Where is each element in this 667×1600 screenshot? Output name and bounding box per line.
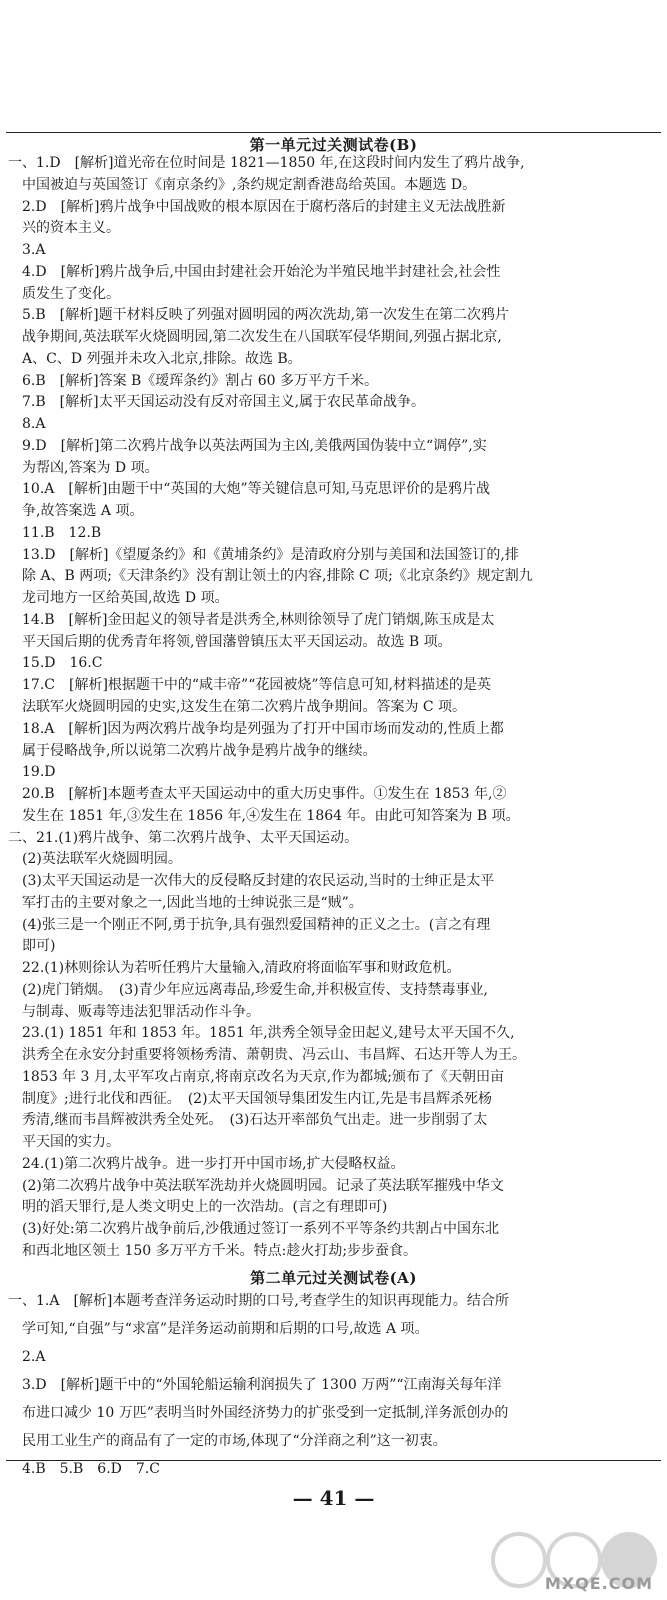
top-rule	[6, 132, 661, 133]
text-line: 11.B 12.B	[22, 525, 102, 541]
text-line: 7.B [解析]太平天国运动没有反对帝国主义,属于农民革命战争。	[22, 394, 426, 410]
text-line: 14.B [解析]金田起义的领导者是洪秀全,林则徐领导了虎门销烟,陈玉成是太	[22, 612, 495, 628]
text-line: 与制毒、贩毒等违法犯罪活动作斗争。	[22, 1004, 260, 1020]
text-line: 为帮凶,答案为 D 项。	[22, 460, 159, 476]
text-line: 8.A	[22, 416, 46, 432]
text-line: 5.B [解析]题干材料反映了列强对圆明园的两次洗劫,第一次发生在第二次鸦片	[22, 307, 510, 323]
text-line: 明的滔天罪行,是人类文明史上的一次浩劫。(言之有理即可)	[22, 1199, 388, 1215]
text-line: 13.D [解析]《望厦条约》和《黄埔条约》是清政府分别与美国和法国签订的,排	[22, 547, 519, 563]
bottom-rule	[6, 1460, 661, 1461]
text-line: 平天国的实力。	[22, 1134, 120, 1150]
text-line: (2)第二次鸦片战争中英法联军洗劫并火烧圆明园。记录了英法联军摧残中华文	[22, 1178, 504, 1194]
text-line: 战争期间,英法联军火烧圆明园,第二次发生在八国联军侵华期间,列强占据北京,	[22, 329, 502, 345]
text-line: 17.C [解析]根据题干中的“咸丰帝”“花园被烧”等信息可知,材料描述的是英	[22, 677, 491, 693]
text-line: 10.A [解析]由题干中“英国的大炮”等关键信息可知,马克思评价的是鸦片战	[22, 481, 491, 497]
text-line: 法联军火烧圆明园的史实,这发生在第二次鸦片战争期间。答案为 C 项。	[22, 699, 467, 715]
text-line: 24.(1)第二次鸦片战争。进一步打开中国市场,扩大侵略权益。	[22, 1156, 405, 1172]
text-line: 和西北地区领土 150 多万平方千米。特点:趁火打劫;步步蚕食。	[22, 1243, 418, 1259]
text-line: 学可知,“自强”与“求富”是洋务运动前期和后期的口号,故选 A 项。	[22, 1321, 429, 1337]
text-line: (4)张三是一个刚正不阿,勇于抗争,具有强烈爱国精神的正义之士。(言之有理	[22, 917, 491, 933]
watermark-text: MXQE.COM	[544, 1574, 653, 1593]
text-line: (3)好处:第二次鸦片战争前后,沙俄通过签订一系列不平等条约共割占中国东北	[22, 1221, 499, 1237]
text-line: 3.D [解析]题干中的“外国轮船运输利润损失了 1300 万两”“江南海关每年洋	[22, 1377, 502, 1393]
section-title-unit2-a: 第二单元过关测试卷(A)	[250, 1269, 417, 1287]
text-line: (3)太平天国运动是一次伟大的反侵略反封建的农民运动,当时的士绅正是太平	[22, 873, 495, 889]
text-line: 兴的资本主义。	[22, 220, 120, 236]
text-line: 6.B [解析]答案 B《瑷珲条约》割占 60 多万平方千米。	[22, 373, 379, 389]
text-line: 2.D [解析]鸦片战争中国战败的根本原因在于腐朽落后的封建主义无法战胜新	[22, 199, 506, 215]
text-line: 15.D 16.C	[22, 655, 103, 671]
text-line: 中国被迫与英国签订《南京条约》,条约规定割香港岛给英国。本题选 D。	[22, 177, 477, 193]
text-line: (2)英法联军火烧圆明园。	[22, 851, 182, 867]
section-title-unit1-b: 第一单元过关测试卷(B)	[249, 136, 418, 154]
text-line: 制度》;进行北伐和西征。 (2)太平天国领导集团发生内讧,先是韦昌辉杀死杨	[22, 1091, 492, 1107]
text-line: 20.B [解析]本题考查太平天国运动中的重大历史事件。①发生在 1853 年,②	[22, 786, 507, 802]
text-line: 民用工业生产的商品有了一定的市场,体现了“分洋商之利”这一初衷。	[22, 1433, 447, 1449]
text-line: 4.B 5.B 6.D 7.C	[22, 1461, 160, 1477]
text-line: 军打击的主要对象之一,因此当地的士绅说张三是“贼”。	[22, 895, 363, 911]
text-line: 发生在 1851 年,③发生在 1856 年,④发生在 1864 年。由此可知答案为 B 项。	[22, 808, 520, 824]
text-line: 3.A	[22, 242, 46, 258]
text-line: 质发生了变化。	[22, 286, 120, 302]
text-line: 1853 年 3 月,太平军攻占南京,将南京改名为天京,作为都城;颁布了《天朝田亩	[22, 1069, 504, 1085]
text-line: 23.(1) 1851 年和 1853 年。1851 年,洪秀全领导金田起义,建号太平天国不久,	[22, 1025, 515, 1041]
text-line: 属于侵略战争,所以说第二次鸦片战争是鸦片战争的继续。	[22, 743, 377, 759]
text-line: 2.A	[22, 1349, 46, 1365]
text-line: 18.A [解析]因为两次鸦片战争均是列强为了打开中国市场而发动的,性质上都	[22, 721, 504, 737]
text-line: 一、1.D [解析]道光帝在位时间是 1821—1850 年,在这段时间内发生了鸦片战争,	[8, 155, 525, 171]
text-line: 布进口减少 10 万匹”表明当时外国经济势力的扩张受到一定抵制,洋务派创办的	[22, 1405, 509, 1421]
text-line: 即可)	[22, 938, 56, 954]
text-line: 一、1.A [解析]本题考查洋务运动时期的口号,考查学生的知识再现能力。结合所	[8, 1293, 509, 1309]
text-line: 22.(1)林则徐认为若听任鸦片大量输入,清政府将面临军事和财政危机。	[22, 960, 461, 976]
text-line: 龙司地方一区给英国,故选 D 项。	[22, 590, 229, 606]
text-line: 争,故答案选 A 项。	[22, 503, 144, 519]
text-line: 二、21.(1)鸦片战争、第二次鸦片战争、太平天国运动。	[8, 830, 359, 846]
text-line: 平天国后期的优秀青年将领,曾国藩曾镇压太平天国运动。故选 B 项。	[22, 634, 452, 650]
text-line: 4.D [解析]鸦片战争后,中国由封建社会开始沦为半殖民地半封建社会,社会性	[22, 264, 501, 280]
page-number: — 41 —	[292, 1486, 375, 1510]
text-line: A、C、D 列强并未攻入北京,排除。故选 B。	[22, 351, 302, 367]
text-line: 9.D [解析]第二次鸦片战争以英法两国为主凶,美俄两国伪装中立“调停”,实	[22, 438, 487, 454]
text-line: 洪秀全在永安分封重要将领杨秀清、萧朝贵、冯云山、韦昌辉、石达开等人为王。	[22, 1047, 526, 1063]
text-line: 秀清,继而韦昌辉被洪秀全处死。 (3)石达开率部负气出走。进一步削弱了太	[22, 1112, 488, 1128]
text-line: 除 A、B 两项;《天津条约》没有割让领土的内容,排除 C 项;《北京条约》规定割九	[22, 568, 533, 584]
text-line: (2)虎门销烟。 (3)青少年应远离毒品,珍爱生命,并积极宣传、支持禁毒事业,	[22, 982, 489, 998]
text-line: 19.D	[22, 764, 56, 780]
